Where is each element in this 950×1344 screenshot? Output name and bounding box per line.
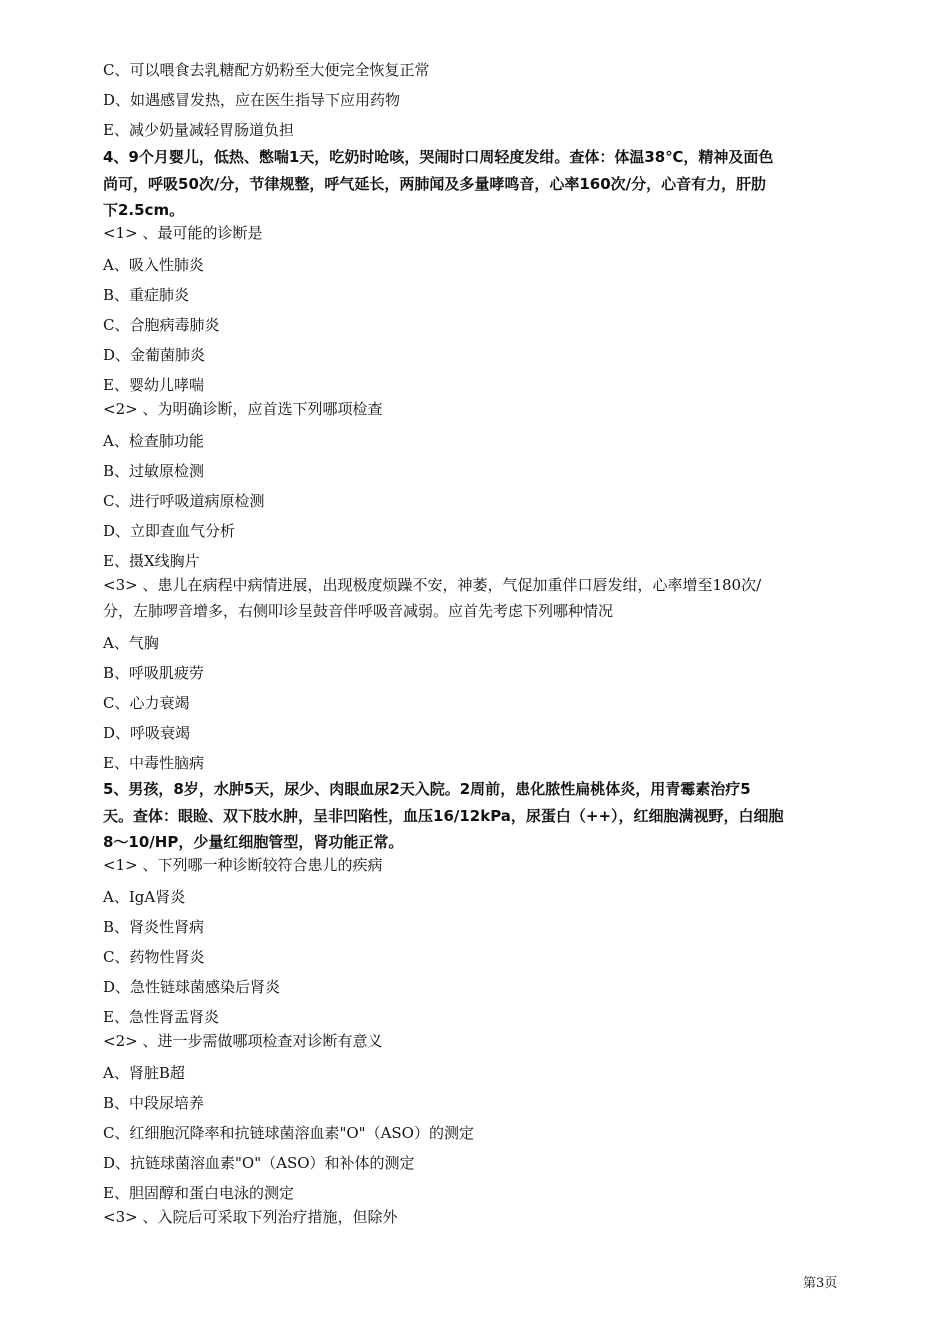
top-option: E、减少奶量减轻胃肠道负担 bbox=[103, 121, 294, 139]
option: B、重症肺炎 bbox=[103, 286, 190, 304]
page-number: 第3页 bbox=[803, 1276, 838, 1291]
option: D、立即查血气分析 bbox=[103, 522, 236, 540]
option: A、吸入性肺炎 bbox=[103, 256, 204, 274]
question-4-stem: 下2.5cm。 bbox=[103, 201, 185, 219]
sub-question-prompt: <2> 、进一步需做哪项检查对诊断有意义 bbox=[103, 1032, 383, 1050]
option: D、金葡菌肺炎 bbox=[103, 346, 206, 364]
option: C、药物性肾炎 bbox=[103, 948, 205, 966]
top-option: C、可以喂食去乳糖配方奶粉至大便完全恢复正常 bbox=[103, 61, 430, 79]
question-4-stem: 4、9个月婴儿，低热、憋喘1天，吃奶时呛咳，哭闹时口周轻度发绀。查体：体温38℃，精神及面色 bbox=[103, 148, 774, 166]
option: B、过敏原检测 bbox=[103, 462, 205, 480]
option: E、婴幼儿哮喘 bbox=[103, 376, 204, 394]
option: E、胆固醇和蛋白电泳的测定 bbox=[103, 1184, 294, 1202]
option: D、抗链球菌溶血素"O"（ASO）和补体的测定 bbox=[103, 1154, 415, 1172]
option: A、检查肺功能 bbox=[103, 432, 204, 450]
sub-question-prompt: <3> 、患儿在病程中病情进展，出现极度烦躁不安，神萎，气促加重伴口唇发绀，心率增至180次/ bbox=[103, 576, 762, 594]
option: C、合胞病毒肺炎 bbox=[103, 316, 220, 334]
option: B、肾炎性肾病 bbox=[103, 918, 205, 936]
option: C、进行呼吸道病原检测 bbox=[103, 492, 265, 510]
option: A、IgA肾炎 bbox=[103, 888, 186, 906]
question-5-stem: 5、男孩，8岁，水肿5天，尿少、肉眼血尿2天入院。2周前，患化脓性扁桃体炎，用青霉素治疗5 bbox=[103, 780, 751, 798]
question-4-stem: 尚可，呼吸50次/分，节律规整，呼气延长，两肺闻及多量哮鸣音，心率160次/分，心音有力，肝肋 bbox=[103, 175, 767, 193]
option: D、呼吸衰竭 bbox=[103, 724, 191, 742]
option: A、肾脏B超 bbox=[103, 1064, 185, 1082]
sub-question-prompt: <1> 、最可能的诊断是 bbox=[103, 224, 263, 242]
option: B、呼吸肌疲劳 bbox=[103, 664, 205, 682]
option: B、中段尿培养 bbox=[103, 1094, 205, 1112]
question-5-stem: 8～10/HP，少量红细胞管型，肾功能正常。 bbox=[103, 833, 404, 851]
option: E、中毒性脑病 bbox=[103, 754, 204, 772]
option: C、红细胞沉降率和抗链球菌溶血素"O"（ASO）的测定 bbox=[103, 1124, 474, 1142]
question-5-stem: 天。查体：眼睑、双下肢水肿，呈非凹陷性，血压16/12kPa，尿蛋白（++），红细胞满视野，白细胞 bbox=[103, 807, 784, 825]
sub-question-prompt: <2> 、为明确诊断，应首选下列哪项检查 bbox=[103, 400, 383, 418]
top-option: D、如遇感冒发热，应在医生指导下应用药物 bbox=[103, 91, 401, 109]
sub-question-prompt: 分，左肺啰音增多，右侧叩诊呈鼓音伴呼吸音减弱。应首先考虑下列哪种情况 bbox=[103, 602, 614, 620]
option: D、急性链球菌感染后肾炎 bbox=[103, 978, 281, 996]
option: E、摄X线胸片 bbox=[103, 552, 200, 570]
sub-question-prompt: <1> 、下列哪一种诊断较符合患儿的疾病 bbox=[103, 856, 383, 874]
option: E、急性肾盂肾炎 bbox=[103, 1008, 219, 1026]
sub-question-prompt: <3> 、入院后可采取下列治疗措施，但除外 bbox=[103, 1208, 398, 1226]
option: C、心力衰竭 bbox=[103, 694, 190, 712]
option: A、气胸 bbox=[103, 634, 159, 652]
